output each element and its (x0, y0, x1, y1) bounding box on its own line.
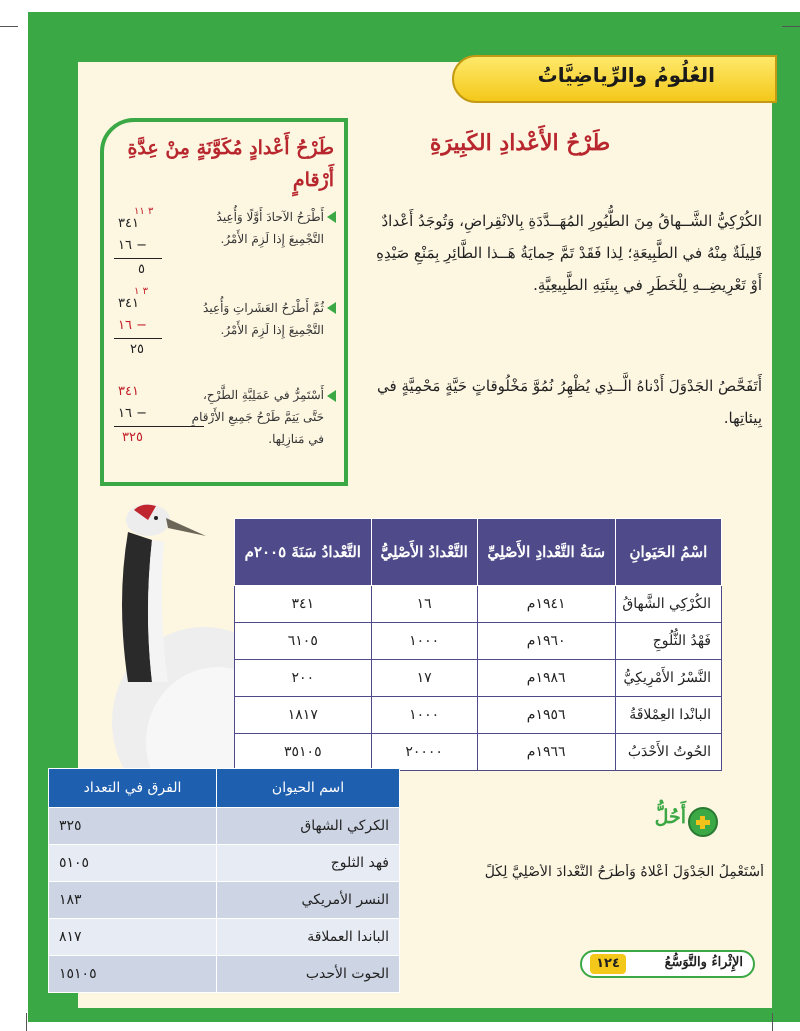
table-row (235, 660, 722, 697)
table-cell: ١٠٠٠ (371, 697, 477, 734)
answer-cell-difference: ١٨٣ (49, 882, 217, 919)
calc2-top: ٣٤١ (118, 296, 139, 311)
calc1-superscripts: ٣ ١١ (134, 206, 154, 217)
calc3-result: ٣٢٥ (122, 430, 143, 445)
table-cell: ١٩٥٦م (477, 697, 615, 734)
table-row (235, 734, 722, 771)
table-intro-paragraph: أَتَفَحَّصُ الجَدْوَلَ أَدْناهُ الَّــذِي يُظْهِرُ نُمُوَّ مَخْلُوقاتٍ حَيَّةٍ مَحْمِيَّةٍ في بِيئاتِها. (377, 377, 762, 427)
table-cell: الحُوتُ الأَحْدَبُ (615, 734, 721, 771)
answer-cell-name: الباندا العملاقة (217, 919, 400, 956)
header-original-count: التَّعْدادُ الأَصْلِيُّ (371, 519, 477, 586)
table-cell: ٣٤١ (235, 586, 372, 623)
calc2-superscripts: ٣ ١ (134, 286, 148, 297)
plus-icon (688, 807, 718, 837)
calc1-top: ٣٤١ (118, 216, 139, 231)
answer-row (49, 882, 400, 919)
answer-header-animal: اسم الحيوان (217, 769, 400, 808)
table-cell: ١٧ (371, 660, 477, 697)
intro-paragraph: الكُرْكِيُّ الشَّــهاقُ مِنَ الطُّيُورِ المُهَــدَّدَةِ بِالانْقِراضِ، وَتُوجَدُ أَعْدادٌ قَلِيلَةٌ مِنْهُ في الطَّبِيعَةِ؛ لِذا فَقَدْ تَمَّ حِمايَةُ هَــذا الطَّائِرِ بِمَنْعِ صَيْدِهِ أَوْ تَعْرِيضِــهِ لِلْخَطَرِ في بِيئَتِهِ الطَّبِيعِيَّةِ. (376, 212, 762, 294)
table-header-row (235, 519, 722, 586)
answer-header-row (49, 769, 400, 808)
table-cell: ١٨١٧ (235, 697, 372, 734)
answer-cell-name: فهد الثلوج (217, 845, 400, 882)
calc3-top: ٣٤١ (118, 384, 139, 399)
arrow-icon (327, 302, 336, 314)
sidebar-step-3: أَسْتَمِرُّ في عَمَلِيَّةِ الطَّرْحِ، حَتَّى يَتِمَّ طَرْحُ جَمِيعِ الأَرْقامِ في مَنازِلِها. (191, 388, 324, 446)
table-cell: ١٩٦٠م (477, 623, 615, 660)
answer-cell-difference: ٨١٧ (49, 919, 217, 956)
header-census-year: سَنَةُ التَّعْدادِ الأَصْلِيِّ (477, 519, 615, 586)
footer-label: الإِثْراءُ والتَّوَسُّعُ (664, 955, 743, 970)
sidebar-box (100, 118, 348, 486)
answer-cell-name: الحوت الأحدب (217, 956, 400, 993)
answer-header-difference: الفرق في التعداد (49, 769, 217, 808)
sidebar-step-1: أَطْرَحُ الآحادَ أَوَّلًا وَأُعِيدُ التَّجْمِيعَ إِذا لَزِمَ الأَمْرُ. (216, 210, 324, 246)
sidebar-title: طَرْحُ أَعْدادٍ مُكَوَّنَةٍ مِنْ عِدَّةِ أَرْقامٍ (127, 137, 334, 191)
section-tab (452, 55, 777, 103)
page-number: ١٢٤ (590, 954, 626, 974)
sidebar-step-2: ثُمَّ أَطْرَحُ العَشَراتِ وَأُعِيدُ التَّجْمِيعَ إِذا لَزِمَ الأَمْرُ. (203, 301, 324, 337)
table-cell: فَهْدُ الثُّلُوجِ (615, 623, 721, 660)
table-cell: ٦١٠٥ (235, 623, 372, 660)
arrow-icon (327, 390, 336, 402)
population-table (234, 518, 722, 771)
answer-row (49, 845, 400, 882)
calc2-line (114, 338, 162, 339)
main-heading: طَرْحُ الأَعْدادِ الكَبِيرَةِ (429, 130, 611, 156)
calc1-line (114, 258, 162, 259)
crop-mark (782, 26, 800, 27)
table-row (235, 623, 722, 660)
answer-row (49, 956, 400, 993)
table-cell: ١٩٦٦م (477, 734, 615, 771)
table-cell: الكُرْكِي الشَّهاقُ (615, 586, 721, 623)
calc1-result: ٥ (138, 262, 145, 277)
answer-cell-name: الكركي الشهاق (217, 808, 400, 845)
table-row (235, 586, 722, 623)
table-cell: ٢٠٠ (235, 660, 372, 697)
header-animal-name: اسْمُ الحَيَوانِ (615, 519, 721, 586)
section-title: العُلُومُ والرِّياضِيَّاتُ (537, 63, 715, 87)
table-cell: ١٩٨٦م (477, 660, 615, 697)
table-cell: ١٩٤١م (477, 586, 615, 623)
calc3-sub: ١٦ − (118, 406, 147, 421)
crop-mark (26, 1013, 27, 1031)
table-row (235, 697, 722, 734)
table-cell: ١٦ (371, 586, 477, 623)
header-count-2005: التَّعْدادُ سَنَةَ ٢٠٠٥م (235, 519, 372, 586)
table-cell: ١٠٠٠ (371, 623, 477, 660)
table-cell: النَّسْرُ الأَمْرِيكِيُّ (615, 660, 721, 697)
answer-row (49, 919, 400, 956)
calc1-sub: ١٦ − (118, 238, 147, 253)
answer-cell-difference: ١٥١٠٥ (49, 956, 217, 993)
footer-bar (580, 950, 755, 978)
calc3-line (114, 426, 204, 427)
answer-cell-name: النسر الأمريكي (217, 882, 400, 919)
calc2-result: ٢٥ (130, 342, 144, 357)
answer-row (49, 808, 400, 845)
arrow-icon (327, 211, 336, 223)
answer-cell-difference: ٣٢٥ (49, 808, 217, 845)
answer-cell-difference: ٥١٠٥ (49, 845, 217, 882)
table-cell: ٣٥١٠٥ (235, 734, 372, 771)
crop-mark (0, 26, 18, 27)
calc2-sub: ١٦ − (118, 318, 147, 333)
solve-label: أَحُلُّ (654, 806, 686, 828)
solve-instruction: أَسْتَعْمِلُ الجَدْوَلَ أَعْلاهُ وَأَطْرَحُ التَّعْدادَ الأَصْلِيَّ لِكُلٍّ (484, 864, 764, 880)
table-cell: ٢٠٠٠٠ (371, 734, 477, 771)
crop-mark (772, 1013, 773, 1031)
answer-table (48, 768, 400, 993)
table-cell: البانْدا العِمْلاقَةُ (615, 697, 721, 734)
